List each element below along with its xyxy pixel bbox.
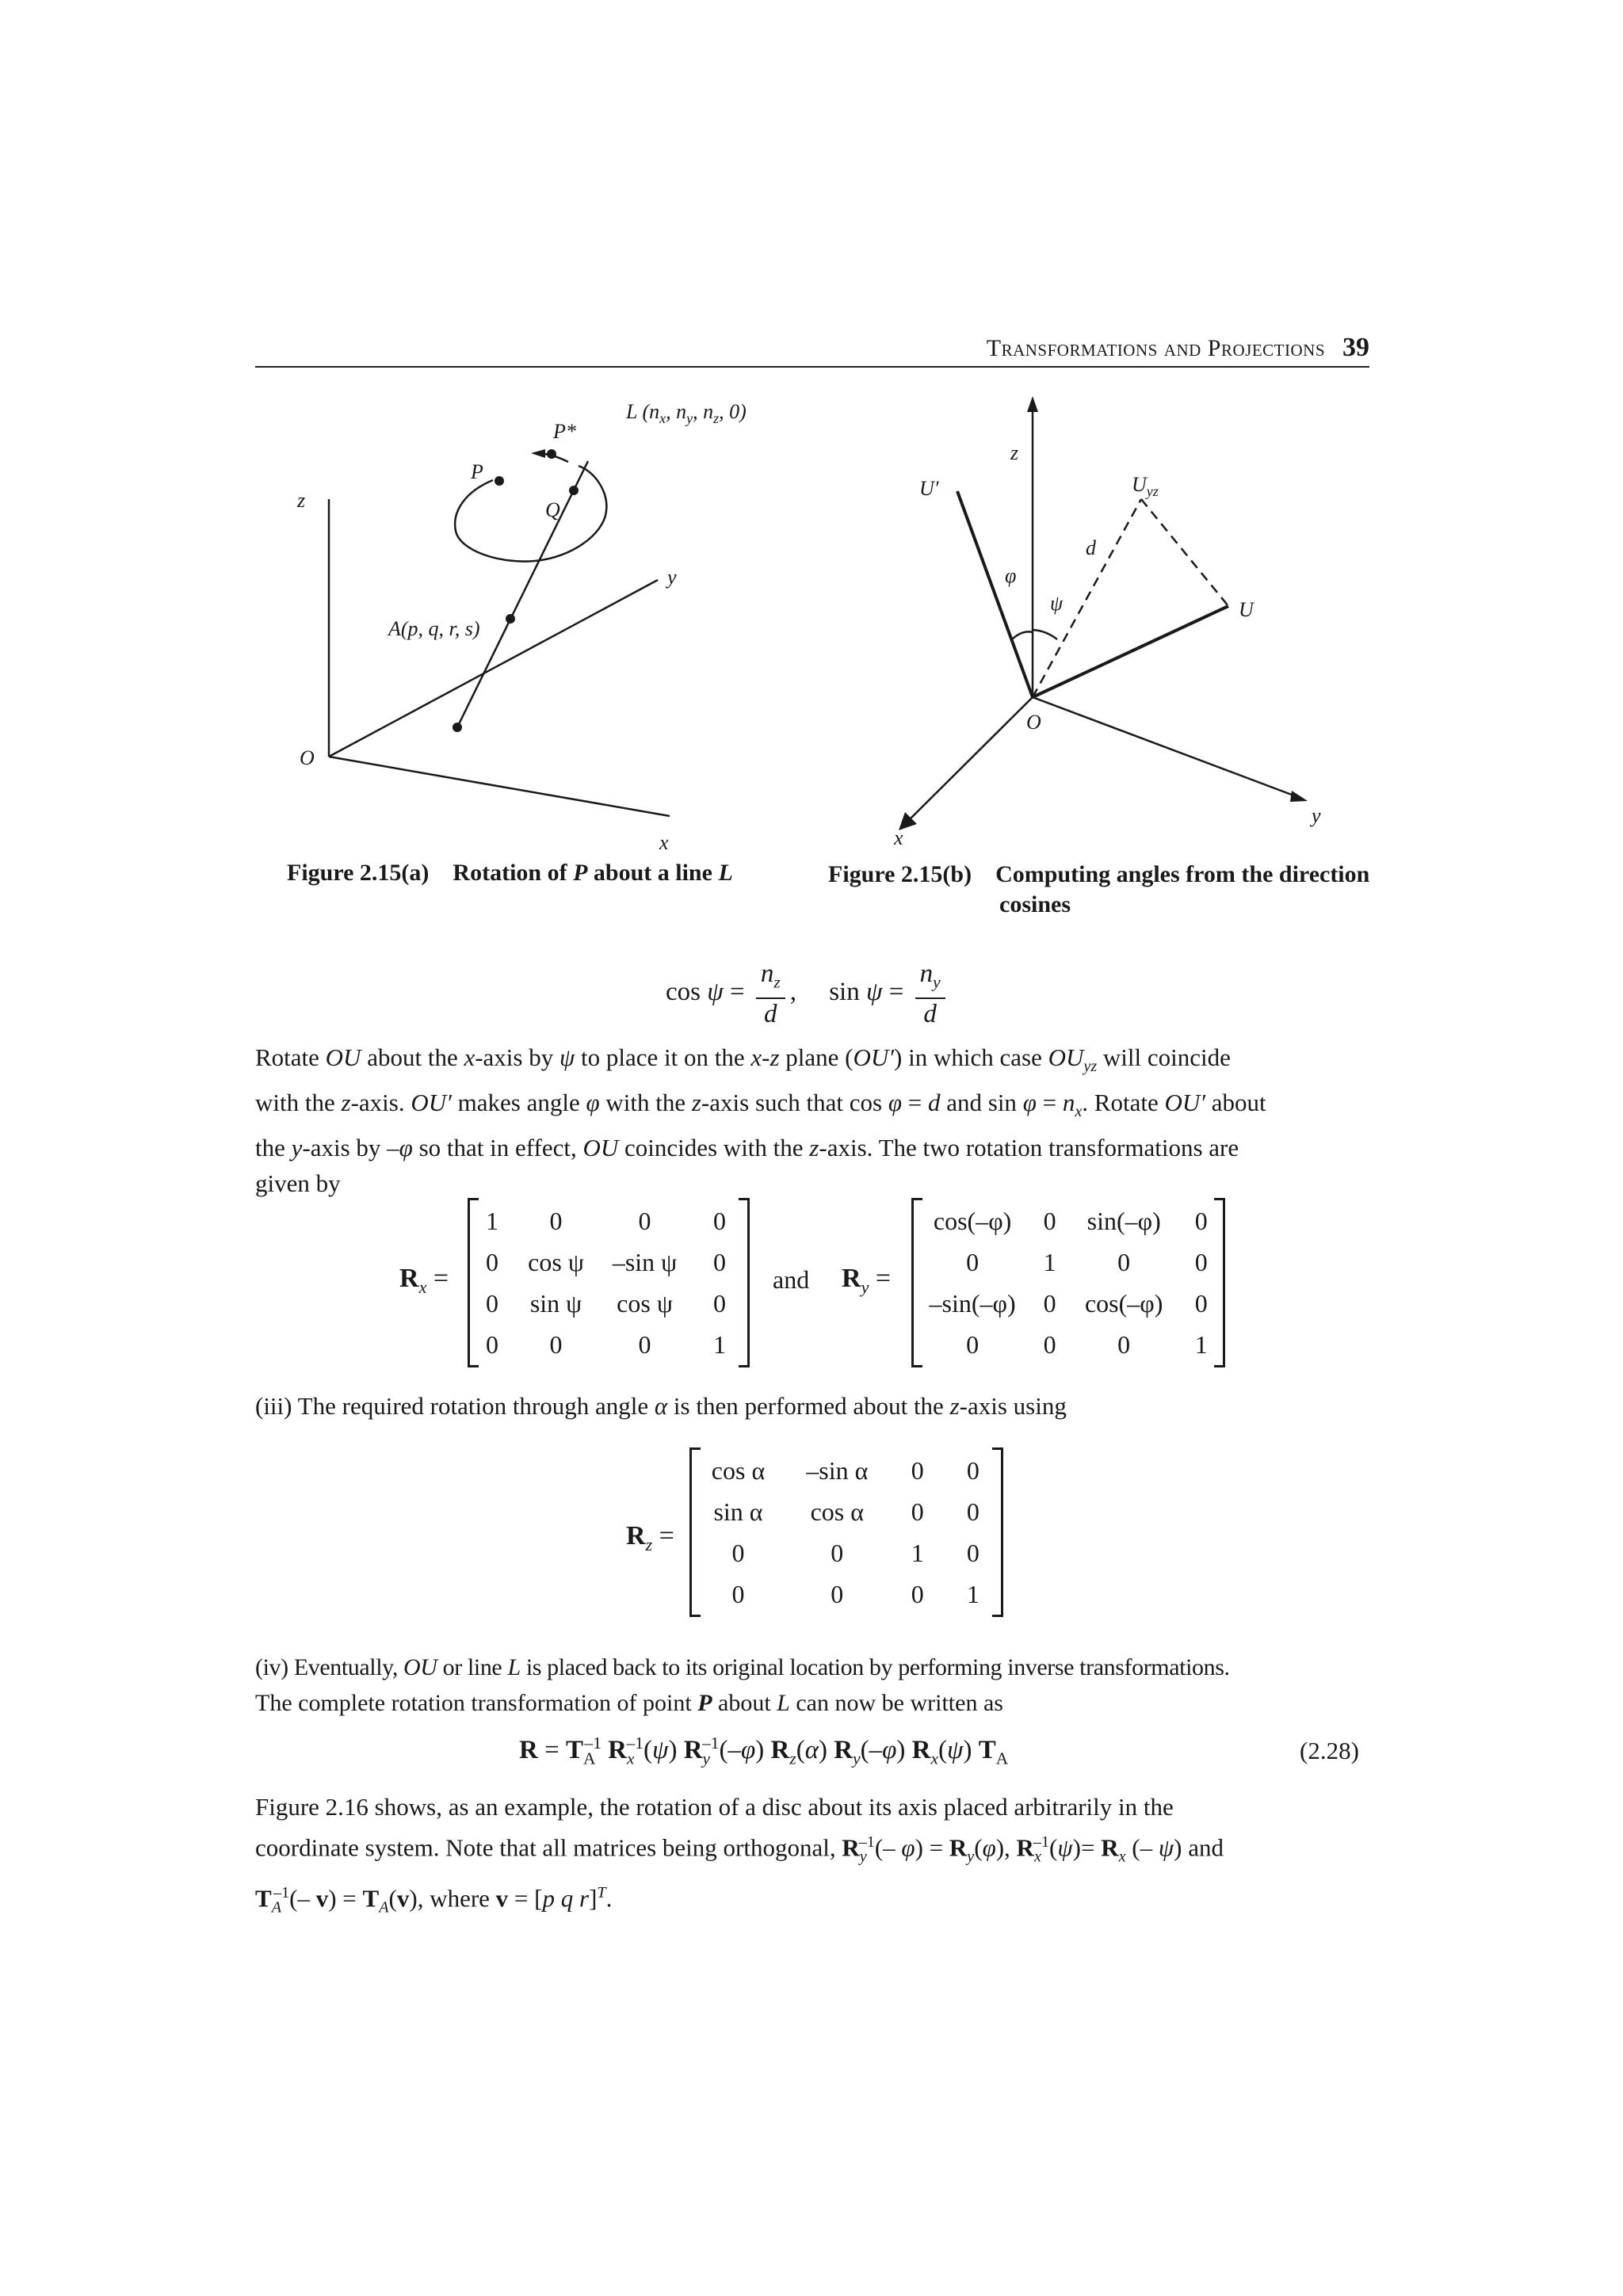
figure-a-caption-P: P [573,860,588,886]
matrix-cell: 1 [713,1329,726,1359]
matrix-cell: 0 [966,1247,980,1276]
equation-2-28: $R = T_A^{-1}$ $R_x^{-1}(\psi)$ $R_y^{-1}(-\varphi)$ $R_z(\alpha)$ $R_y(-\varphi)$ $R_x(\psi)$ $T_A$ [519,1733,1009,1768]
matrix-Rz-label: $R_z$ = [626,1521,674,1554]
matrix-cell: 0 [486,1288,498,1318]
matrix-cell: 0 [486,1329,498,1359]
final-line1: Figure 2.16 shows, as an example, the rotation of a disc about its axis placed arbitrarily in the [255,1793,1174,1821]
matrix-cell: 0 [549,1329,563,1359]
matrix-cell: 0 [831,1538,844,1567]
matrix-row [470,1324,747,1365]
para1-line1: Rotate OU about the x-axis by ψ to place it on the x-z plane (OU′) in which case $OU_{yz}$ will coincide [255,1043,1231,1076]
matrix-cell: –sin α [806,1455,869,1485]
matrix-cell: –sin ψ [612,1247,678,1276]
matrix-cell: 0 [731,1538,745,1567]
matrix-cell: 0 [966,1329,980,1359]
figure-a-caption-mid: about a line [587,860,719,886]
matrix-cell: 0 [638,1206,651,1235]
matrix-cell: 0 [966,1538,980,1567]
matrix-cell: 0 [549,1206,563,1235]
figure-2-15a [262,380,832,871]
fig-a-label-A: A(p, q, r, s) [388,617,480,640]
matrix-cell: 0 [911,1455,924,1485]
matrix-row [914,1283,1223,1324]
figure-a-caption-L: L [718,860,733,886]
para1-line2: with the z-axis. OU′ makes angle φ with the z-axis such that cos φ = d and $\sin \varphi = n_x$. Rotate OU′ about [255,1089,1266,1121]
matrix-cell: 0 [713,1288,726,1318]
matrix-cell: 0 [638,1329,651,1359]
fig-a-label-O: O [300,746,315,769]
para1-line4: given by [255,1169,341,1198]
matrix-cell: 0 [911,1579,924,1608]
equation-2-28-number: (2.28) [1300,1737,1359,1764]
eq-equals-1: = [730,977,745,1006]
fig-b-label-x: x [894,826,903,849]
fig-b-x-axis [905,697,1033,824]
fraction-nz-over-d [756,959,785,1029]
matrix-cell: 0 [1117,1329,1131,1359]
final-line2: coordinate system. Note that all matrices being orthogonal, $R_y^{-1}(-$ $\varphi) = R_y(\varphi)$, $R_x^{-1}(\psi)= R_x$ (– ψ) and [255,1833,1224,1866]
matrix-cell: 0 [1043,1288,1056,1318]
frac-num-nz: $n_z$ [756,959,785,999]
fig-b-z-arrowhead [1027,396,1038,412]
fig-b-psi-arc [1033,630,1057,639]
step-iii-text: (iii) The required rotation through angle α is then performed about the z-axis using [255,1392,1067,1420]
matrix-Rx [468,1200,750,1365]
matrix-row [692,1573,1001,1615]
eq-sin: sin [829,977,860,1006]
matrix-row [470,1283,747,1324]
matrix-cell: 1 [486,1206,498,1235]
matrix-cell: 0 [1043,1329,1056,1359]
fig-b-label-O: O [1026,711,1041,734]
matrix-cell: 0 [1117,1247,1131,1276]
matrix-Rz [689,1450,1003,1615]
final-line3: $T_A^{-1}(-$ $v) = T_A(v)$, where v = [p q r]$^T$. [255,1883,613,1917]
matrix-cell: cos(–φ) [1084,1288,1163,1318]
matrix-cell: –sin(–φ) [929,1288,1016,1318]
matrix-cell: sin(–φ) [1086,1206,1161,1235]
matrix-cell: 0 [713,1247,726,1276]
running-header [255,333,1369,368]
matrix-cell: 0 [486,1247,498,1276]
figure-b-caption [828,860,1375,920]
fig-b-label-U-prime: U′ [919,477,939,500]
figure-b-caption-line2: cosines [999,891,1071,917]
fig-a-label-y: y [667,566,677,589]
fig-a-label-Q: Q [545,498,560,521]
fig-a-point-Q [569,486,579,495]
fig-b-y-axis [1033,697,1302,799]
matrix-cell: cos α [810,1497,864,1526]
fig-b-label-d: d [1086,536,1096,559]
fig-a-label-x: x [659,831,669,854]
page-number: 39 [1342,333,1369,362]
eq-equals-2: = [888,977,904,1006]
fig-b-label-Uyz: $U_{yz}$ [1132,473,1159,499]
fig-a-label-L: L ($n_x$, $n_y$, $n_z$, 0) [626,400,747,426]
matrix-cell: 1 [966,1579,980,1608]
step-iv-text [255,1650,1369,1721]
matrix-cell: 1 [1043,1247,1056,1276]
fig-b-label-psi: ψ [1050,592,1064,615]
figure-b-caption-line1: Computing angles from the direction [995,861,1370,887]
fig-a-point-A [506,614,515,624]
figure-a-caption [287,860,733,887]
matrix-cell: 0 [1043,1206,1056,1235]
matrix-cell: 0 [966,1497,980,1526]
fig-a-point-P [495,476,504,486]
matrix-row [692,1532,1001,1573]
matrix-cell: sin α [713,1497,763,1526]
fig-b-label-z: z [1010,441,1019,464]
matrix-cell: 0 [1194,1206,1208,1235]
fig-b-Uyz-dashed [1033,499,1141,697]
matrix-cell: 0 [1194,1288,1208,1318]
fig-b-label-phi: φ [1005,564,1017,587]
fig-a-point-end [453,723,462,732]
eq-comma: , [789,977,796,1006]
fig-b-label-y: y [1312,804,1321,827]
matrix-row [914,1200,1223,1241]
paragraph-rotate-ou [255,1039,1369,1201]
matrix-cell: 1 [911,1538,924,1567]
frac-num-ny: $n_y$ [915,959,945,999]
matrix-cell: 0 [1194,1247,1208,1276]
fig-a-label-P: P [471,460,483,483]
equation-cos-sin-psi [666,959,950,1029]
figure-b-caption-label: Figure 2.15(b) [828,861,972,887]
fig-b-U-prime-line [957,491,1033,697]
matrix-cell: sin ψ [529,1288,582,1318]
fig-a-label-z: z [297,489,306,512]
matrix-cell: cos ψ [617,1288,673,1318]
matrix-Rx-label: $R_x$ = [399,1264,449,1297]
eq-psi-2: ψ [865,977,883,1006]
matrix-row [692,1450,1001,1491]
fig-b-y-arrowhead [1290,791,1308,802]
fig-a-point-P-star [547,449,556,459]
fig-b-phi-arc [1012,631,1033,639]
matrix-cell: cos α [711,1455,766,1485]
matrix-Ry-label: $R_y$ = [842,1264,892,1297]
figure-a-caption-label: Figure 2.15(a) [287,860,430,886]
figure-2-15b [856,380,1347,871]
frac-den-d1: d [764,999,777,1028]
matrix-Ry [911,1200,1225,1365]
paragraph-figure-2-16 [255,1789,1369,1925]
para1-line3: the y-axis by –φ so that in effect, OU coincides with the z-axis. The two rotation transformations are [255,1134,1239,1162]
eq-cos: cos [666,977,701,1006]
fig-a-label-P-star: P* [553,420,576,443]
figure-a-caption-text: Rotation of [453,860,574,886]
fig-b-label-U: U [1239,598,1254,621]
and-word: and [773,1265,810,1294]
matrix-cell: 0 [966,1455,980,1485]
running-title: Transformations and Projections [986,335,1325,361]
matrix-cell: 0 [831,1579,844,1608]
frac-den-d2: d [923,999,937,1028]
fig-b-U-line [1033,606,1228,697]
matrix-cell: cos(–φ) [933,1206,1012,1235]
matrix-cell: 0 [731,1579,745,1608]
fraction-ny-over-d [915,959,945,1029]
step-iv-line1: (iv) Eventually, OU or line L is placed back to its original location by performing inverse transformations. [255,1654,1230,1680]
matrix-row [914,1241,1223,1283]
matrix-cell: 0 [713,1206,726,1235]
matrix-row [914,1324,1223,1365]
fig-a-y-axis [329,580,658,757]
fig-a-line-L [457,461,588,727]
matrix-cell: 1 [1194,1329,1208,1359]
fig-b-U-Uyz-dashed [1141,499,1228,606]
matrix-row [692,1491,1001,1532]
fig-a-x-axis [329,757,670,816]
matrix-cell: 0 [911,1497,924,1526]
matrix-row [470,1200,747,1241]
matrix-cell: cos ψ [528,1247,584,1276]
step-iv-line2: The complete rotation transformation of point P about L can now be written as [255,1690,1003,1716]
eq-psi-1: ψ [707,977,724,1006]
matrix-row [470,1241,747,1283]
fig-a-arrowhead [531,449,545,458]
